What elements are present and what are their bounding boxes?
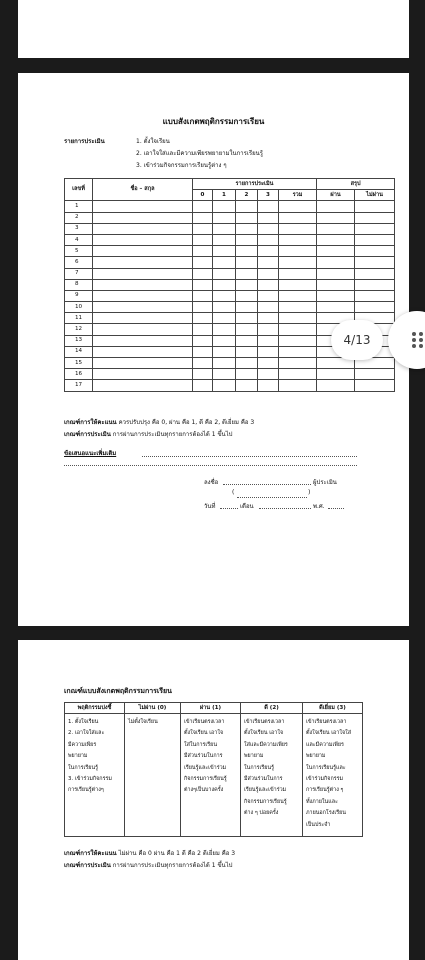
criteria-cell-line: กิจกรรมการเรียนรู้ — [244, 798, 287, 805]
row-number: 5 — [65, 246, 93, 257]
empty-cell — [213, 358, 236, 369]
empty-cell — [355, 268, 395, 279]
paren-close: ) — [308, 489, 311, 496]
empty-cell — [236, 302, 258, 313]
empty-cell — [355, 302, 395, 313]
empty-cell — [317, 257, 355, 268]
empty-cell — [236, 268, 258, 279]
empty-cell — [213, 380, 236, 391]
pass-label: เกณฑ์การประเมิน — [64, 431, 111, 438]
criteria-cell-line: พยายาม — [68, 753, 88, 760]
empty-cell — [258, 201, 279, 212]
criteria-cell — [125, 714, 181, 837]
criteria-cell — [241, 714, 303, 837]
sign-label: ลงชื่อ — [204, 479, 219, 486]
empty-cell — [258, 223, 279, 234]
empty-cell — [258, 324, 279, 335]
criteria-label: เกณฑ์การให้คะแนน — [64, 419, 117, 426]
criteria-cell-line: พยายาม — [244, 753, 264, 760]
empty-cell — [193, 324, 213, 335]
empty-cell — [258, 313, 279, 324]
empty-cell — [93, 335, 193, 346]
empty-cell — [236, 380, 258, 391]
criteria-cell-line: เข้าเรียนตรงเวลา — [184, 719, 225, 725]
empty-cell — [279, 279, 317, 290]
empty-cell — [93, 212, 193, 223]
empty-cell — [279, 335, 317, 346]
empty-cell — [213, 290, 236, 301]
empty-cell — [258, 346, 279, 357]
sign-line — [223, 484, 311, 485]
row-number: 10 — [65, 302, 93, 313]
empty-cell — [193, 201, 213, 212]
criteria-row — [65, 714, 363, 837]
empty-cell — [193, 223, 213, 234]
empty-cell — [258, 257, 279, 268]
empty-cell — [317, 223, 355, 234]
empty-cell — [193, 380, 213, 391]
empty-cell — [279, 290, 317, 301]
header-name: ชื่อ – สกุล — [93, 179, 193, 201]
table-row — [65, 257, 395, 268]
empty-cell — [279, 212, 317, 223]
empty-cell — [93, 313, 193, 324]
criteria-cell-line: มีส่วนร่วมในการ — [244, 776, 283, 783]
day-line — [220, 508, 238, 509]
row-number: 6 — [65, 257, 93, 268]
criteria-cell-line: มีส่วนร่วมในการ — [184, 753, 223, 760]
pass-label: เกณฑ์การประเมิน — [64, 862, 111, 869]
table-row — [65, 268, 395, 279]
page-indicator[interactable]: 4/13 — [331, 320, 383, 360]
criteria-line — [64, 417, 254, 427]
pass-line — [64, 429, 232, 439]
empty-cell — [193, 335, 213, 346]
pass-text: การผ่านการประเมินทุกรายการต้องได้ 1 ขึ้นไป — [112, 431, 233, 438]
criteria-cell-line: ตั้งใจเรียน เอาใจใส่ — [306, 730, 352, 737]
empty-cell — [317, 279, 355, 290]
pass-line — [64, 860, 232, 870]
empty-cell — [279, 268, 317, 279]
criteria-cell-line: มีความเพียร — [68, 741, 97, 748]
empty-cell — [93, 268, 193, 279]
row-number: 11 — [65, 313, 93, 324]
empty-cell — [279, 201, 317, 212]
criteria-title: เกณฑ์แบบสังเกตพฤติกรรมการเรียน — [64, 687, 172, 695]
criteria-cell-line: 2. เอาใจใส่และ — [68, 730, 105, 737]
empty-cell — [317, 212, 355, 223]
empty-cell — [93, 369, 193, 380]
header-score: 1 — [213, 190, 236, 201]
criteria-cell-line: กิจกรรมการเรียนรู้ — [184, 776, 227, 783]
empty-cell — [355, 234, 395, 245]
empty-cell — [93, 234, 193, 245]
criteria-cell-line: การเรียนรู้ต่าง ๆ — [306, 787, 344, 794]
empty-cell — [236, 246, 258, 257]
empty-cell — [279, 234, 317, 245]
empty-cell — [258, 369, 279, 380]
paren-open: ( — [232, 489, 235, 496]
previous-page — [18, 0, 409, 58]
empty-cell — [193, 257, 213, 268]
empty-cell — [258, 335, 279, 346]
row-number: 8 — [65, 279, 93, 290]
criteria-cell-line: เรียนรู้และเข้าร่วม — [184, 764, 227, 771]
date-year: พ.ศ. — [313, 503, 325, 510]
table-row — [65, 212, 395, 223]
table-row — [65, 201, 395, 212]
table-row — [65, 234, 395, 245]
empty-cell — [93, 302, 193, 313]
empty-cell — [317, 268, 355, 279]
empty-cell — [236, 201, 258, 212]
empty-cell — [258, 246, 279, 257]
empty-cell — [317, 290, 355, 301]
criteria-cell-line: ตั้งใจเรียน เอาใจ — [184, 730, 224, 737]
row-number: 13 — [65, 335, 93, 346]
month-line — [259, 508, 311, 509]
empty-cell — [279, 302, 317, 313]
criteria-cell-line: ในการเรียนรู้และ — [306, 764, 346, 771]
empty-cell — [355, 279, 395, 290]
pass-text: การผ่านการประเมินทุกรายการต้องได้ 1 ขึ้นไป — [112, 862, 233, 869]
criteria-cell-line: เป็นประจำ — [306, 821, 331, 828]
empty-cell — [193, 313, 213, 324]
empty-cell — [258, 234, 279, 245]
empty-cell — [93, 246, 193, 257]
header-score: 3 — [258, 190, 279, 201]
row-number: 1 — [65, 201, 93, 212]
row-number: 16 — [65, 369, 93, 380]
header-fail: ไม่ผ่าน — [355, 190, 395, 201]
criteria-cell-line: ต่าง ๆ บ่อยครั้ง — [244, 810, 279, 817]
empty-cell — [213, 257, 236, 268]
header-score: 0 — [193, 190, 213, 201]
table-row — [65, 290, 395, 301]
criteria-cell-line: 1. ตั้งใจเรียน — [68, 719, 99, 725]
empty-cell — [193, 369, 213, 380]
empty-cell — [93, 324, 193, 335]
empty-cell — [279, 246, 317, 257]
criteria-cell-line: 3. เข้าร่วมกิจกรรม — [68, 776, 112, 783]
criteria-cell-line: และมีความเพียร — [306, 741, 344, 748]
date-day: วันที่ — [204, 503, 216, 510]
empty-cell — [236, 324, 258, 335]
empty-cell — [193, 234, 213, 245]
empty-cell — [279, 369, 317, 380]
row-number: 3 — [65, 223, 93, 234]
table-row — [65, 380, 395, 391]
criteria-cell-line: เรียนรู้และเข้าร่วม — [244, 787, 287, 794]
empty-cell — [355, 369, 395, 380]
criteria-text: ควรปรับปรุง คือ 0, ผ่าน คือ 1, ดี คือ 2, ดีเยี่ยม คือ 3 — [118, 419, 255, 426]
criteria-header: ดี (2) — [241, 703, 303, 714]
empty-cell — [213, 268, 236, 279]
empty-cell — [193, 290, 213, 301]
criteria-table — [64, 702, 363, 837]
eval-item: 3. เข้าร่วมกิจกรรมการเรียนรู้ต่าง ๆ — [136, 162, 227, 169]
criteria-cell-line: ไม่ตั้งใจเรียน — [128, 719, 158, 725]
empty-cell — [193, 346, 213, 357]
empty-cell — [279, 257, 317, 268]
header-summary-group: สรุป — [317, 179, 395, 190]
empty-cell — [317, 302, 355, 313]
header-total: รวม — [279, 190, 317, 201]
empty-cell — [236, 369, 258, 380]
criteria-header: ดีเยี่ยม (3) — [303, 703, 363, 714]
criteria-cell-line: พยายาม — [306, 753, 326, 760]
eval-item: 2. เอาใจใส่และมีความเพียรพยายามในการเรียนรู้ — [136, 150, 263, 157]
empty-cell — [213, 279, 236, 290]
table-row — [65, 279, 395, 290]
criteria-cell — [65, 714, 125, 837]
table-row — [65, 223, 395, 234]
name-line — [237, 497, 307, 498]
empty-cell — [93, 279, 193, 290]
form-title: แบบสังเกตพฤติกรรมการเรียน — [162, 117, 265, 126]
empty-cell — [279, 346, 317, 357]
observation-table — [64, 178, 395, 392]
empty-cell — [213, 302, 236, 313]
empty-cell — [355, 290, 395, 301]
header-pass: ผ่าน — [317, 190, 355, 201]
empty-cell — [213, 212, 236, 223]
empty-cell — [236, 290, 258, 301]
empty-cell — [213, 223, 236, 234]
criteria-cell-line: ในการเรียนรู้ — [244, 764, 274, 771]
criteria-cell-line: การเรียนรู้ต่างๆ — [68, 787, 104, 794]
empty-cell — [93, 346, 193, 357]
empty-cell — [213, 234, 236, 245]
criteria-cell-line: ภายนอกโรงเรียน — [306, 810, 346, 817]
suggest-label: ข้อเสนอแนะเพิ่มเติม — [64, 450, 117, 457]
header-number: เลขที่ — [65, 179, 93, 201]
criteria-cell-line: เข้าร่วมกิจกรรม — [306, 776, 344, 783]
empty-cell — [279, 324, 317, 335]
empty-cell — [213, 335, 236, 346]
table-row — [65, 302, 395, 313]
empty-cell — [193, 212, 213, 223]
criteria-cell — [181, 714, 241, 837]
empty-cell — [93, 290, 193, 301]
empty-cell — [317, 201, 355, 212]
row-number: 14 — [65, 346, 93, 357]
criteria-cell-line: เข้าเรียนตรงเวลา — [306, 719, 347, 725]
empty-cell — [355, 246, 395, 257]
criteria-cell — [303, 714, 363, 837]
row-number: 9 — [65, 290, 93, 301]
empty-cell — [193, 279, 213, 290]
empty-cell — [355, 212, 395, 223]
empty-cell — [258, 212, 279, 223]
date-month: เดือน — [240, 503, 254, 510]
table-row — [65, 246, 395, 257]
eval-item: 1. ตั้งใจเรียน — [136, 138, 170, 145]
empty-cell — [236, 279, 258, 290]
suggest-line — [142, 456, 357, 457]
empty-cell — [355, 223, 395, 234]
empty-cell — [279, 358, 317, 369]
sign-role: ผู้ประเมิน — [313, 479, 337, 486]
empty-cell — [93, 257, 193, 268]
row-number: 15 — [65, 358, 93, 369]
row-number: 2 — [65, 212, 93, 223]
year-line — [328, 508, 344, 509]
empty-cell — [193, 246, 213, 257]
empty-cell — [258, 380, 279, 391]
criteria-line — [64, 848, 235, 858]
empty-cell — [236, 346, 258, 357]
empty-cell — [279, 313, 317, 324]
criteria-cell-line: ต่างๆเป็นบางครั้ง — [184, 787, 224, 794]
empty-cell — [236, 358, 258, 369]
criteria-cell-line: ในการเรียนรู้ — [68, 764, 98, 771]
empty-cell — [258, 358, 279, 369]
empty-cell — [236, 234, 258, 245]
empty-cell — [213, 201, 236, 212]
document-page-criteria — [18, 640, 409, 960]
empty-cell — [93, 201, 193, 212]
empty-cell — [236, 223, 258, 234]
empty-cell — [355, 257, 395, 268]
empty-cell — [355, 380, 395, 391]
empty-cell — [317, 246, 355, 257]
empty-cell — [213, 246, 236, 257]
empty-cell — [258, 302, 279, 313]
suggest-line — [64, 465, 357, 466]
header-score: 2 — [236, 190, 258, 201]
row-number: 12 — [65, 324, 93, 335]
empty-cell — [93, 380, 193, 391]
criteria-cell-line: ตั้งใจเรียน เอาใจ — [244, 730, 284, 737]
criteria-label: เกณฑ์การให้คะแนน — [64, 850, 117, 857]
empty-cell — [236, 335, 258, 346]
empty-cell — [193, 358, 213, 369]
criteria-cell-line: เข้าเรียนตรงเวลา — [244, 719, 285, 725]
empty-cell — [258, 290, 279, 301]
row-number: 4 — [65, 234, 93, 245]
empty-cell — [317, 380, 355, 391]
empty-cell — [213, 369, 236, 380]
criteria-cell-line: ทั้งภายในและ — [306, 798, 338, 805]
dots-grid-icon — [412, 332, 425, 348]
empty-cell — [213, 346, 236, 357]
empty-cell — [193, 302, 213, 313]
criteria-cell-line: ใส่และมีความเพียร — [244, 741, 288, 748]
empty-cell — [236, 212, 258, 223]
header-eval-group: รายการประเมิน — [193, 179, 317, 190]
empty-cell — [193, 268, 213, 279]
empty-cell — [213, 313, 236, 324]
empty-cell — [279, 380, 317, 391]
table-row — [65, 369, 395, 380]
criteria-header: ไม่ผ่าน (0) — [125, 703, 181, 714]
empty-cell — [236, 313, 258, 324]
empty-cell — [317, 234, 355, 245]
criteria-header: ผ่าน (1) — [181, 703, 241, 714]
row-number: 17 — [65, 380, 93, 391]
empty-cell — [317, 369, 355, 380]
criteria-header: พฤติกรรมบ่งชี้ — [65, 703, 125, 714]
empty-cell — [258, 279, 279, 290]
empty-cell — [279, 223, 317, 234]
criteria-text: ไม่ผ่าน คือ 0 ผ่าน คือ 1 ดี คือ 2 ดีเยี่ยม คือ 3 — [118, 850, 236, 857]
empty-cell — [236, 257, 258, 268]
criteria-cell-line: ใส่ในการเรียน — [184, 741, 218, 748]
empty-cell — [258, 268, 279, 279]
row-number: 7 — [65, 268, 93, 279]
empty-cell — [213, 324, 236, 335]
eval-label: รายการประเมิน — [64, 138, 105, 145]
empty-cell — [93, 223, 193, 234]
empty-cell — [93, 358, 193, 369]
empty-cell — [355, 201, 395, 212]
